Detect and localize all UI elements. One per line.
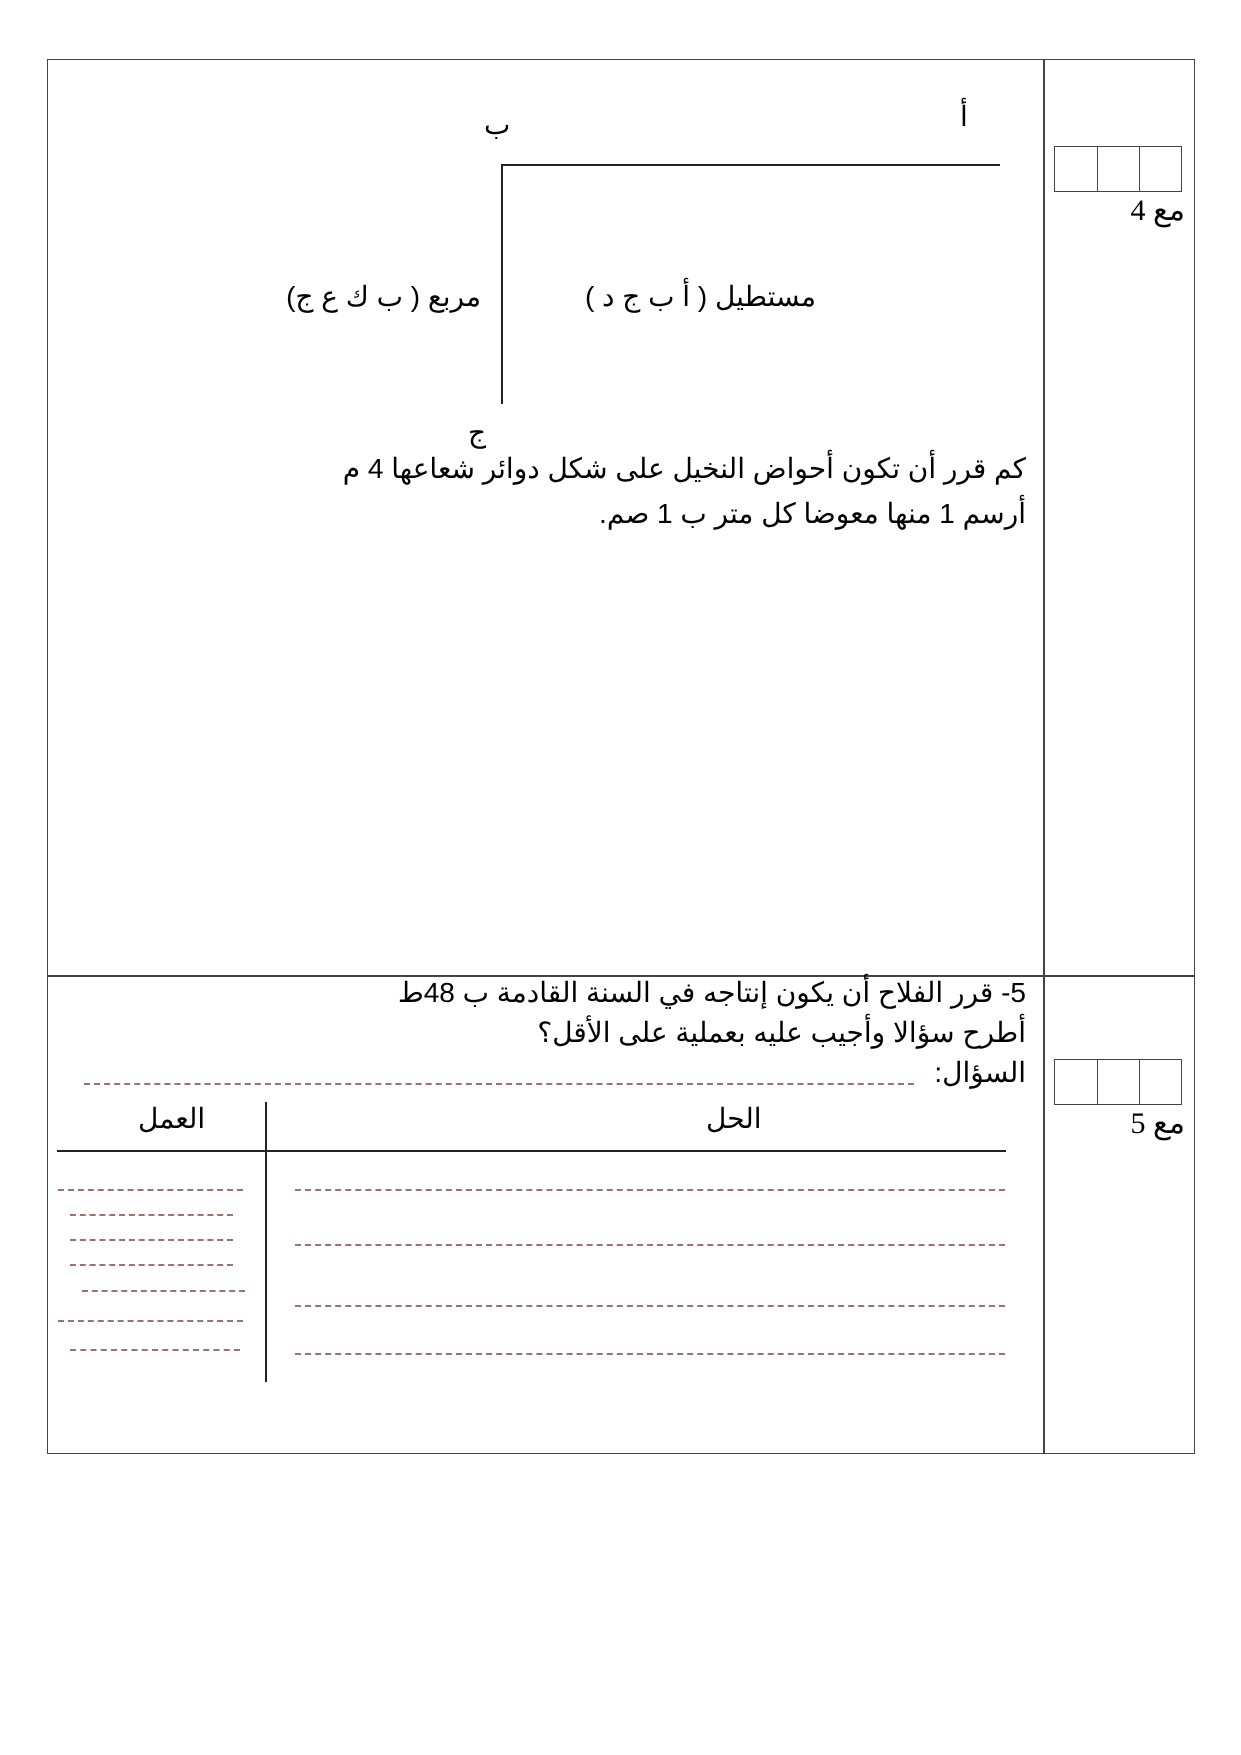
question-4-line-1: كم قرر أن تكون أحواض النخيل على شكل دوائر شعاعها 4 م	[342, 453, 1026, 484]
score-boxes-c5[interactable]	[1054, 1059, 1182, 1105]
score-cell[interactable]	[1097, 147, 1139, 191]
criterion-label-4: مع 4	[1130, 194, 1185, 227]
point-a-label: أ	[960, 101, 968, 132]
work-line[interactable]	[58, 1189, 243, 1191]
work-line[interactable]	[58, 1320, 243, 1322]
solution-line[interactable]	[295, 1189, 1005, 1191]
criterion-label-5: مع 5	[1130, 1107, 1185, 1140]
question-4-line-2: أرسم 1 منها معوضا كل متر ب 1 صم.	[599, 498, 1026, 529]
table-header-rule	[57, 1150, 1006, 1152]
work-line[interactable]	[70, 1264, 233, 1266]
criteria-column-divider	[1043, 59, 1045, 1454]
score-cell[interactable]	[1139, 1060, 1181, 1104]
rectangle-label: مستطيل ( أ ب ج د )	[584, 281, 816, 312]
question-label: السؤال:	[934, 1057, 1026, 1088]
solution-line[interactable]	[295, 1305, 1005, 1307]
question-5-line-2: أطرح سؤالا وأجيب عليه بعملية على الأقل؟	[537, 1017, 1026, 1048]
question-5-line-1: 5- قرر الفلاح أن يكون إنتاجه في السنة القادمة ب 48ط	[397, 977, 1026, 1008]
segment-ab	[502, 164, 1000, 166]
work-line[interactable]	[70, 1214, 233, 1216]
solution-line[interactable]	[295, 1353, 1005, 1355]
solution-line[interactable]	[295, 1244, 1005, 1246]
score-cell[interactable]	[1139, 147, 1181, 191]
question-answer-line[interactable]	[84, 1083, 914, 1085]
work-line[interactable]	[82, 1290, 245, 1292]
work-line[interactable]	[70, 1239, 233, 1241]
table-column-divider	[265, 1102, 267, 1382]
point-j-label: ج	[468, 417, 487, 448]
segment-bj	[501, 164, 503, 404]
score-boxes-c4[interactable]	[1054, 146, 1182, 192]
work-header: العمل	[138, 1103, 206, 1134]
point-b-label: ب	[484, 109, 511, 140]
solution-header: الحل	[706, 1103, 762, 1134]
work-line[interactable]	[70, 1349, 240, 1351]
square-label: مربع ( ب ك ع ج)	[286, 281, 481, 312]
score-cell[interactable]	[1055, 147, 1097, 191]
score-cell[interactable]	[1055, 1060, 1097, 1104]
score-cell[interactable]	[1097, 1060, 1139, 1104]
